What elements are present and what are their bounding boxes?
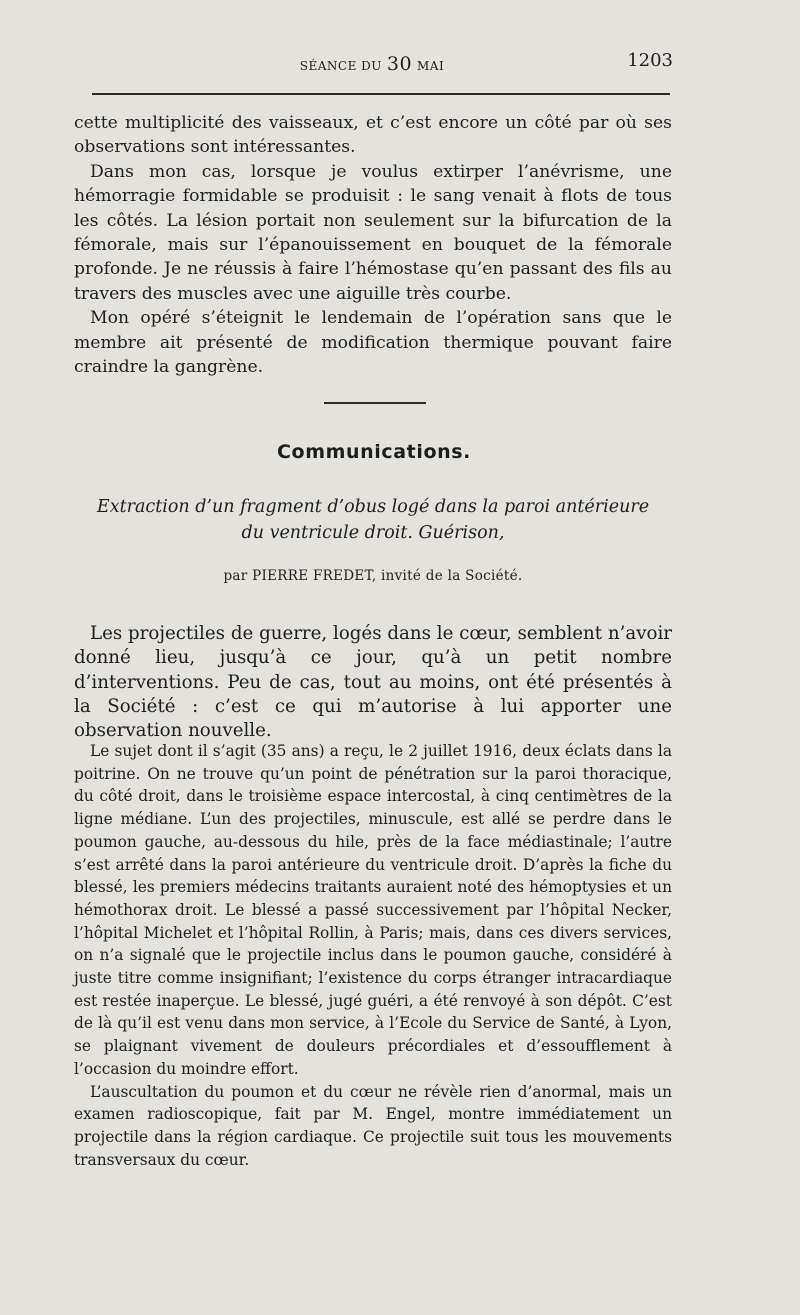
case-report: [74, 740, 672, 1171]
article-byline: par PIERRE FREDET, invité de la Société.: [223, 568, 523, 584]
article-title-line: du ventricule droit. Guérison,: [241, 523, 505, 543]
running-title-month: MAI: [417, 59, 445, 73]
continuation-paragraph: Mon opéré s’éteignit le lendemain de l’opération sans que le membre ait présenté de modification thermique pouvant faire craindre la gangrène.: [74, 308, 672, 378]
page-header: [74, 50, 673, 75]
page-number: 1203: [627, 50, 673, 71]
continuation-paragraph: Dans mon cas, lorsque je voulus extirper l’anévrisme, une hémorragie formidable se produisit : le sang venait à flots de tous les côtés. La lésion portait non seulement sur la bifurcation de la fémorale, mais sur l’épanouissement en bouquet de la fémorale profonde. Je ne réussis à faire l’hémostase qu’en passant des fils au travers des muscles avec une aiguille très courbe.: [74, 161, 672, 304]
article-intro: Les projectiles de guerre, logés dans le cœur, semblent n’avoir donné lieu, jusqu’à ce jour, qu’à un petit nombre d’interventions. Peu de cas, tout au moins, ont été présentés à la Société : c’est ce qui m’autorise à lui apporter une observation nouvelle.: [74, 623, 672, 742]
running-title-day: 30: [386, 53, 413, 75]
continuation-paragraph: cette multiplicité des vaisseaux, et c’est encore un côté par où ses observations sont intéressantes.: [74, 113, 672, 158]
article-title: [74, 494, 672, 546]
case-paragraph: L’auscultation du poumon et du cœur ne révèle rien d’anormal, mais un examen radioscopique, fait par M. Engel, montre immédiatement un projectile dans la région cardiaque. Ce projectile suit tous les mouvements transversaux du cœur.: [74, 1082, 672, 1169]
section-heading: Communications.: [277, 441, 471, 463]
continuation-text: [74, 111, 672, 379]
case-paragraph: Le sujet dont il s’agit (35 ans) a reçu, le 2 juillet 1916, deux éclats dans la poitrine. On ne trouve qu’un point de pénétration sur la paroi thoracique, du côté droit, dans le troisième espace intercostal, à cinq centimètres de la ligne médiane. L’un des projectiles, minuscule, est allé se perdre dans le poumon gauche, au-dessous du hile, près de la face médiastinale; l’autre s’est arrêté dans la paroi antérieure du ventricule droit. D’après la fiche du blessé, les premiers médecins traitants auraient noté des hémoptysies et un hémothorax droit. Le blessé a passé successivement par l’hôpital Necker, l’hôpital Michelet et l’hôpital Rollin, à Paris; mais, dans ces divers services, on n’a signalé que le projectile inclus dans le poumon gauche, considéré à juste titre comme insignifiant; l’existence du corps étranger intracardiaque est restée inaperçue. Le blessé, jugé guéri, a été renvoyé à son dépôt. C’est de là qu’il est venu dans mon service, à l’Ecole du Service de Santé, à Lyon, se plaignant vivement de douleurs précordiales et d’essoufflement à l’occasion du moindre effort.: [74, 742, 672, 1078]
article-title-line: Extraction d’un fragment d’obus logé dans la paroi antérieure: [96, 497, 650, 517]
section-divider: [324, 402, 426, 404]
running-title: [74, 53, 670, 75]
running-title-prefix: SÉANCE DU: [299, 59, 382, 73]
header-rule: [92, 93, 670, 95]
